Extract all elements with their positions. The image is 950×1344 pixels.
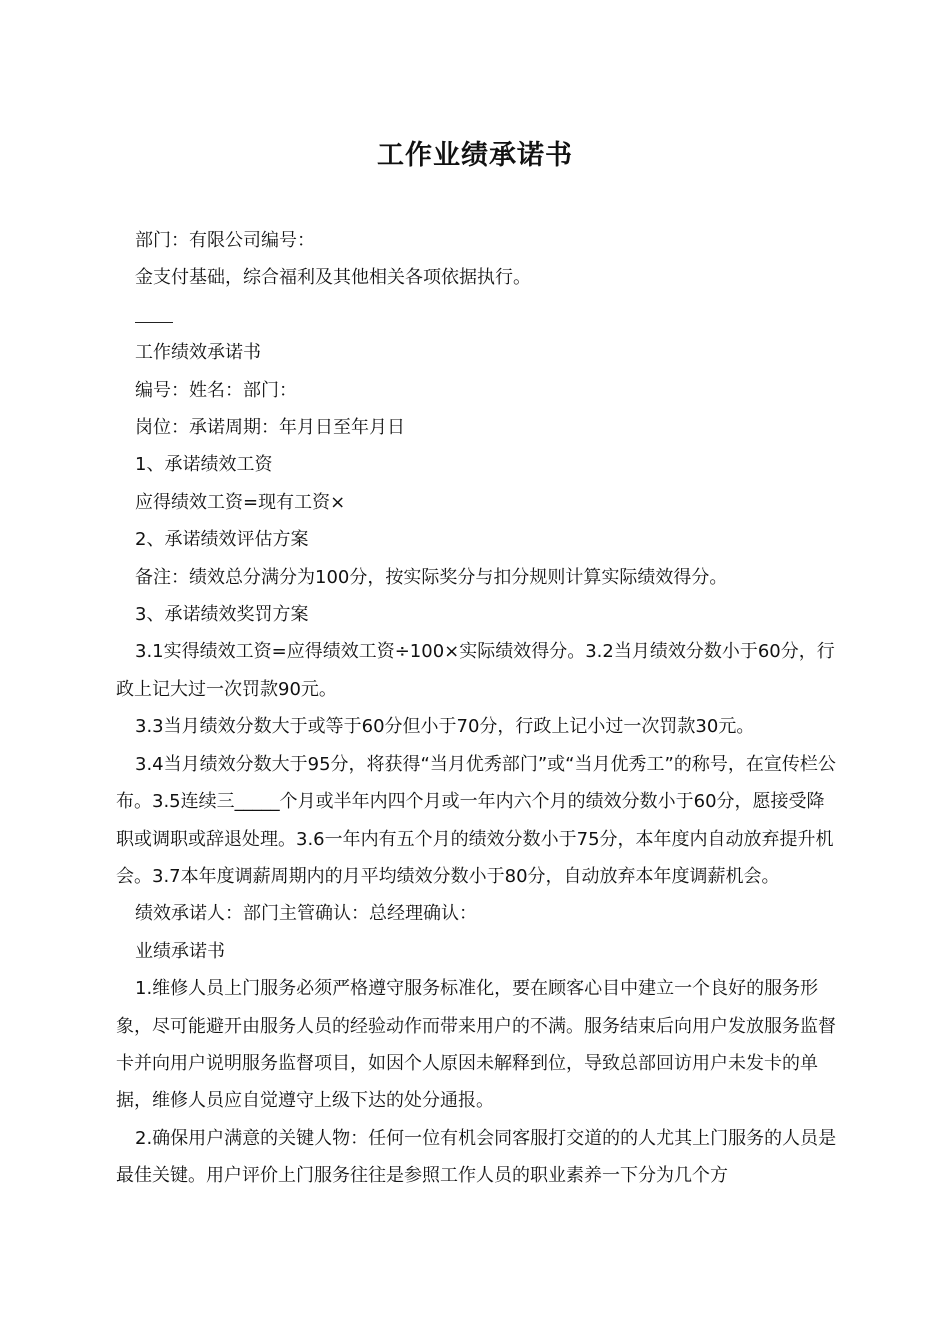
paragraph-id-fields: 编号：姓名：部门： [135,379,297,401]
heading-section-2: 2、承诺绩效评估方案 [135,529,309,551]
paragraph-salary-formula: 应得绩效工资=现有工资× [135,491,346,513]
paragraph-signatures: 绩效承诺人：部门主管确认：总经理确认： [135,903,477,925]
heading-section-3: 3、承诺绩效奖罚方案 [135,604,309,626]
paragraph-item-2: 2.确保用户满意的关键人物：任何一位有机会同客服打交道的的人尤其上门服务的人员是最佳关键。用户评价上门服务往往是参照工作人员的职业素养一下分为几个方 [116,1127,837,1187]
document-title: 工作业绩承诺书 [377,140,573,171]
underline-rule [135,308,173,323]
heading-section-1: 1、承诺绩效工资 [135,454,273,476]
heading-performance-pledge: 业绩承诺书 [135,940,225,962]
document-body [116,222,838,1195]
paragraph-subtitle: 工作绩效承诺书 [135,342,261,364]
paragraph-rule-3-4: 3.4当月绩效分数大于95分，将获得“当月优秀部门”或“当月优秀工”的称号，在宣传栏公布。3.5连续三_____个月或半年内四个月或一年内六个月的绩效分数小于60分，愿接受降职或调职或辞退处理。3.6一年内有五个月的绩效分数小于75分，本年度内自动放弃提升机会。3.7本年度调薪周期内的月平均绩效分数小于80分，自动放弃本年度调薪机会。 [116,753,836,887]
paragraph-department: 部门：有限公司编号： [135,230,315,251]
paragraph-rule-3-3: 3.3当月绩效分数大于或等于60分但小于70分，行政上记小过一次罚款30元。 [135,716,755,738]
separator-line [116,297,838,334]
paragraph-salary-basis: 金支付基础，综合福利及其他相关各项依据执行。 [135,267,531,289]
paragraph-position-period: 岗位：承诺周期：年月日至年月日 [135,417,405,439]
paragraph-note: 备注：绩效总分满分为100分，按实际奖分与扣分规则计算实际绩效得分。 [135,566,728,588]
paragraph-rule-3-1: 3.1实得绩效工资=应得绩效工资÷100×实际绩效得分。3.2当月绩效分数小于60分，行政上记大过一次罚款90元。 [116,641,835,700]
paragraph-item-1: 1.维修人员上门服务必须严格遵守服务标准化，要在顾客心目中建立一个良好的服务形象，尽可能避开由服务人员的经验动作而带来用户的不满。服务结束后向用户发放服务监督卡并向用户说明服务监督项目，如因个人原因未解释到位，导致总部回访用户未发卡的单据，维修人员应自觉遵守上级下达的处分通报。 [116,978,836,1112]
